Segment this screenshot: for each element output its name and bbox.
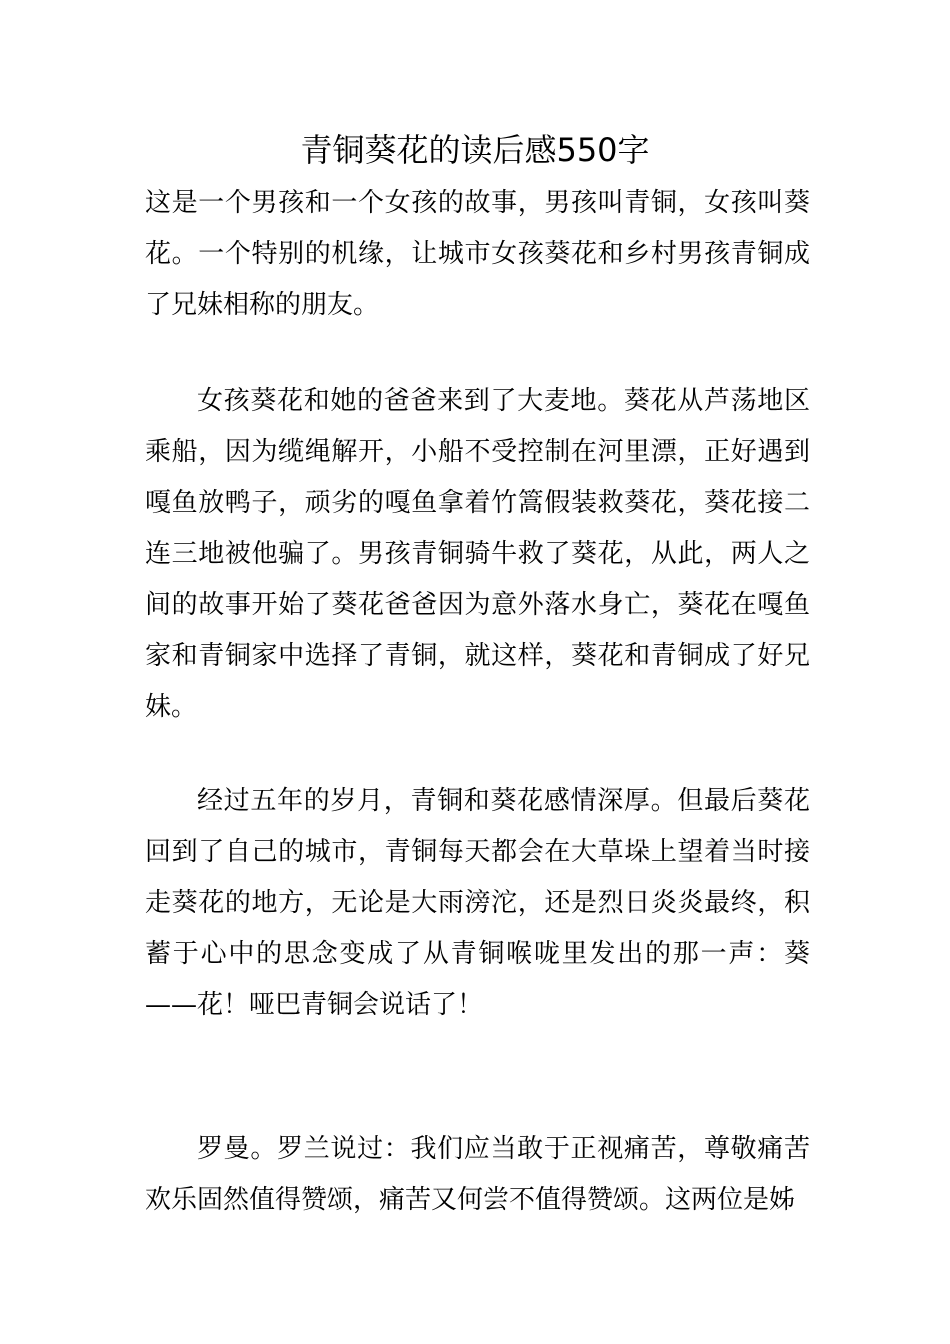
document-title: 青铜葵花的读后感550字 [300,131,650,169]
paragraph-1: 这是一个男孩和一个女孩的故事，男孩叫青铜，女孩叫葵花。一个特别的机缘，让城市女孩葵花和乡村男孩青铜成了兄妹相称的朋友。 [145,188,810,320]
paragraph-2: 女孩葵花和她的爸爸来到了大麦地。葵花从芦荡地区乘船，因为缆绳解开，小船不受控制在河里漂，正好遇到嘎鱼放鸭子，顽劣的嘎鱼拿着竹篙假装救葵花，葵花接二连三地被他骗了。男孩青铜骑牛救了葵花，从此，两人之间的故事开始了葵花爸爸因为意外落水身亡，葵花在嘎鱼家和青铜家中选择了青铜，就这样，葵花和青铜成了好兄妹。 [145,386,810,722]
paragraph-4: 罗曼。罗兰说过：我们应当敢于正视痛苦，尊敬痛苦欢乐固然值得赞颂，痛苦又何尝不值得赞颂。这两位是姊 [145,1134,810,1215]
paragraph-3: 经过五年的岁月，青铜和葵花感情深厚。但最后葵花回到了自己的城市，青铜每天都会在大草垛上望着当时接走葵花的地方，无论是大雨滂沱，还是烈日炎炎最终，积蓄于心中的思念变成了从青铜喉咙里发出的那一声：葵——花！哑巴青铜会说话了！ [145,786,810,1020]
